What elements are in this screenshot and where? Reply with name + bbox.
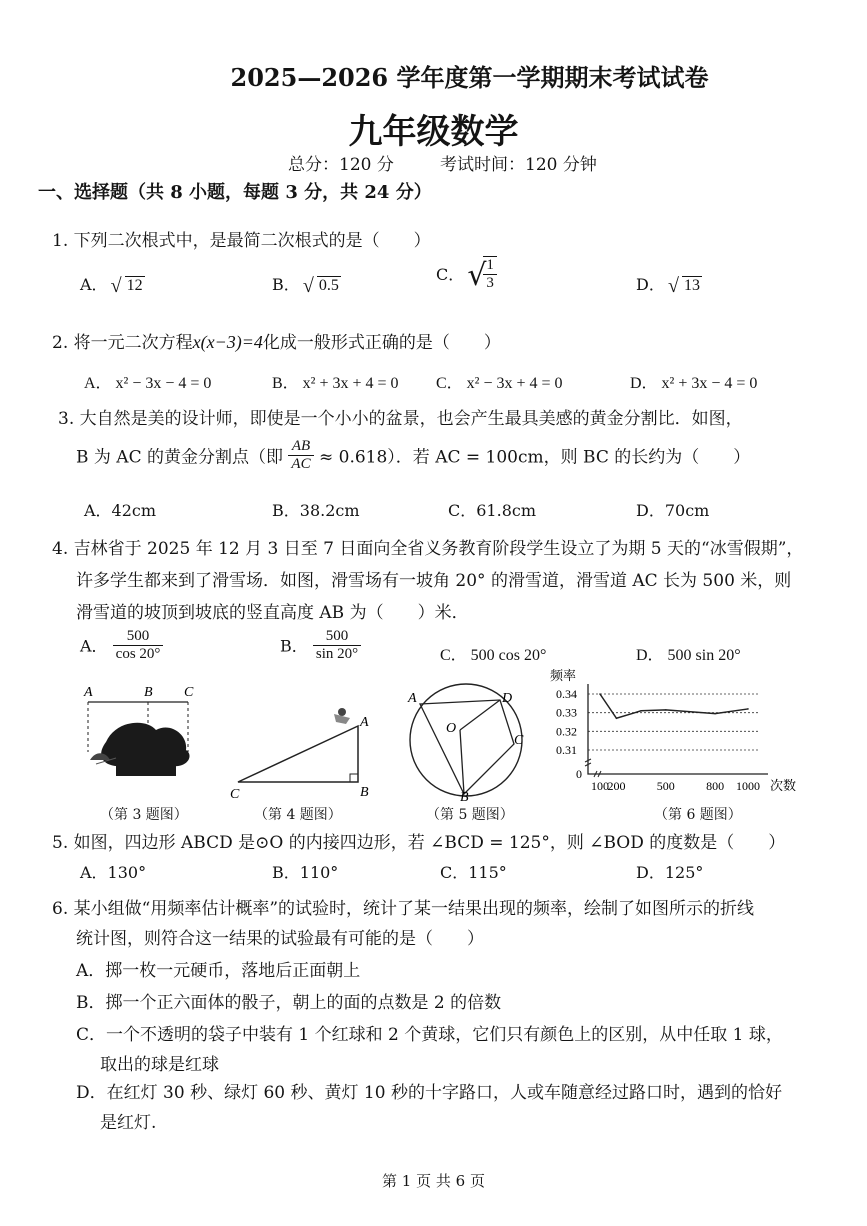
fig5-label-a: A (408, 691, 417, 706)
q1-option-d: D． √ 13 (636, 272, 702, 295)
exam-time: 考试时间：120 分钟 (440, 155, 597, 175)
chart-x-tick-label: 200 (607, 779, 626, 793)
fig3-label-b: B (144, 685, 153, 700)
chart-point (599, 693, 601, 695)
q5-stem: 5. 如图，四边形 ABCD 是⊙O 的内接四边形，若 ∠BCD = 125°，则 ∠BOD 的度数是（ ） (52, 833, 786, 853)
q5-option-c: C．115° (440, 863, 507, 882)
chart-ylabel: 频率 (550, 668, 577, 683)
chart-point (747, 708, 749, 710)
q2-option-a: A． x² − 3x − 4 = 0 (84, 375, 212, 392)
q3-option-d: D．70cm (636, 501, 710, 520)
q4-line2: 许多学生都来到了滑雪场．如图，滑雪场有一坡角 20° 的滑雪道，滑雪道 AC 长为 500 米，则 (76, 571, 792, 591)
fig3-label-a: A (84, 685, 93, 700)
fig5-caption: （第 5 题图） (426, 807, 514, 823)
section-heading: 一、选择题（共 8 小题，每题 3 分，共 24 分） (38, 182, 432, 203)
page-number: 第 1 页 共 6 页 (382, 1172, 485, 1190)
q3-option-a: A．42cm (84, 501, 157, 520)
q6-option-d-line2: 是红灯. (100, 1113, 157, 1133)
fig4-caption: （第 4 题图） (254, 807, 342, 823)
q1-option-c: C． √ $\frac{1}{3}$ (436, 256, 497, 291)
fig6-caption: （第 6 题图） (654, 807, 742, 823)
q5-option-d: D．125° (636, 863, 704, 882)
chart-y-tick-label: 0.34 (556, 687, 577, 701)
exam-subtitle: 九年级数学 (348, 112, 519, 152)
chart-axes (588, 684, 768, 774)
fig5-label-d: D (502, 691, 513, 706)
fig4-label-b: B (360, 785, 369, 800)
fig5-label-b: B (460, 790, 469, 802)
chart-point (665, 709, 667, 711)
q6-line2: 统计图，则符合这一结果的试验最有可能的是（ ） (76, 929, 484, 949)
chart-x-tick-label: 500 (656, 779, 675, 793)
chart-y-tick-label: 0.33 (556, 705, 577, 720)
chart-point (640, 710, 642, 712)
fig5-label-o: O (446, 721, 457, 736)
q6-line1: 6. 某小组做“用频率估计概率”的试验时，统计了某一结果出现的频率，绘制了如图所示的折线 (52, 899, 755, 919)
q6-option-a: A．掷一枚一元硬币，落地后正面朝上 (76, 961, 361, 981)
q4-line3: 滑雪道的坡顶到坡底的竖直高度 AB 为（ ）米． (76, 603, 469, 623)
q4-line1: 4. 吉林省于 2025 年 12 月 3 日至 7 日面向全省义务教育阶段学生设立了为期 5 天的“冰雪假期”， (52, 539, 804, 559)
q4-option-a: A． $\frac{500}{\cos 20^\circ}$ (80, 628, 163, 662)
fig5-label-c: C (514, 733, 524, 748)
figure-4-slope (226, 700, 376, 804)
q3-line2: B 为 AC 的黄金分割点（即 $\frac{AB}{AC}$ ≈ 0.618）．若 AC = 100cm，则 BC 的长约为（ ） (76, 438, 751, 472)
chart-x-tick-label: 1000 (736, 779, 760, 793)
q5-option-b: B．110° (272, 863, 339, 882)
q2-option-d: D． x² + 3x − 4 = 0 (630, 375, 758, 392)
chart-origin-label: 0 (576, 767, 582, 781)
q6-option-c-line2: 取出的球是红球 (100, 1055, 219, 1075)
chart-xlabel: 次数 (770, 778, 797, 793)
q4-option-b: B． $\frac{500}{\sin 20^\circ}$ (280, 628, 361, 662)
q2-option-b: B． x² + 3x + 4 = 0 (272, 375, 399, 392)
q2-stem: 2. 将一元二次方程x(x−3)=4化成一般形式正确的是（ ） (52, 332, 501, 353)
chart-y-tick-label: 0.31 (556, 743, 577, 757)
chart-series-line (600, 694, 748, 718)
fig4-label-c: C (230, 787, 240, 802)
total-score: 总分：120 分 (288, 155, 394, 175)
chart-y-tick-label: 0.32 (556, 724, 577, 739)
chart-point (714, 713, 716, 715)
q1-option-b: B． √ 0.5 (272, 272, 341, 295)
q5-option-a: A．130° (80, 863, 147, 882)
q6-option-b: B．掷一个正六面体的骰子，朝上的面的点数是 2 的倍数 (76, 993, 502, 1013)
q2-option-c: C． x² − 3x + 4 = 0 (436, 375, 563, 392)
q4-option-d: D． 500 sin 20° (636, 647, 741, 664)
q3-option-b: B．38.2cm (272, 501, 360, 520)
chart-x-tick-label: 800 (706, 779, 725, 793)
q1-stem: 1. 下列二次根式中，是最简二次根式的是（ ） (52, 231, 431, 251)
figure-3-bonsai (76, 680, 206, 790)
q3-option-c: C．61.8cm (448, 501, 537, 520)
exam-title: 2025—2026 学年度第一学期期末考试试卷 (230, 63, 709, 92)
q3-line1: 3. 大自然是美的设计师，即使是一个小小的盆景，也会产生最具美感的黄金分割比．如图， (58, 409, 743, 429)
chart-point (616, 717, 618, 719)
q6-option-c-line1: C．一个不透明的袋子中装有 1 个红球和 2 个黄球，它们只有颜色上的区别，从中任取 1 球， (76, 1025, 783, 1045)
q1-option-a: A． √ 12 (80, 272, 145, 295)
fig3-label-c: C (184, 685, 194, 700)
chart-x-tick-label: 100 (591, 779, 609, 793)
fig4-label-a: A (360, 715, 369, 730)
figure-5-circle (400, 680, 540, 802)
figure-6-chart (548, 662, 808, 800)
q4-option-c: C． 500 cos 20° (440, 647, 547, 664)
fig3-caption: （第 3 题图） (100, 807, 188, 823)
q6-option-d-line1: D．在红灯 30 秒、绿灯 60 秒、黄灯 10 秒的十字路口，人或车随意经过路口时，遇到的恰好 (76, 1083, 782, 1103)
